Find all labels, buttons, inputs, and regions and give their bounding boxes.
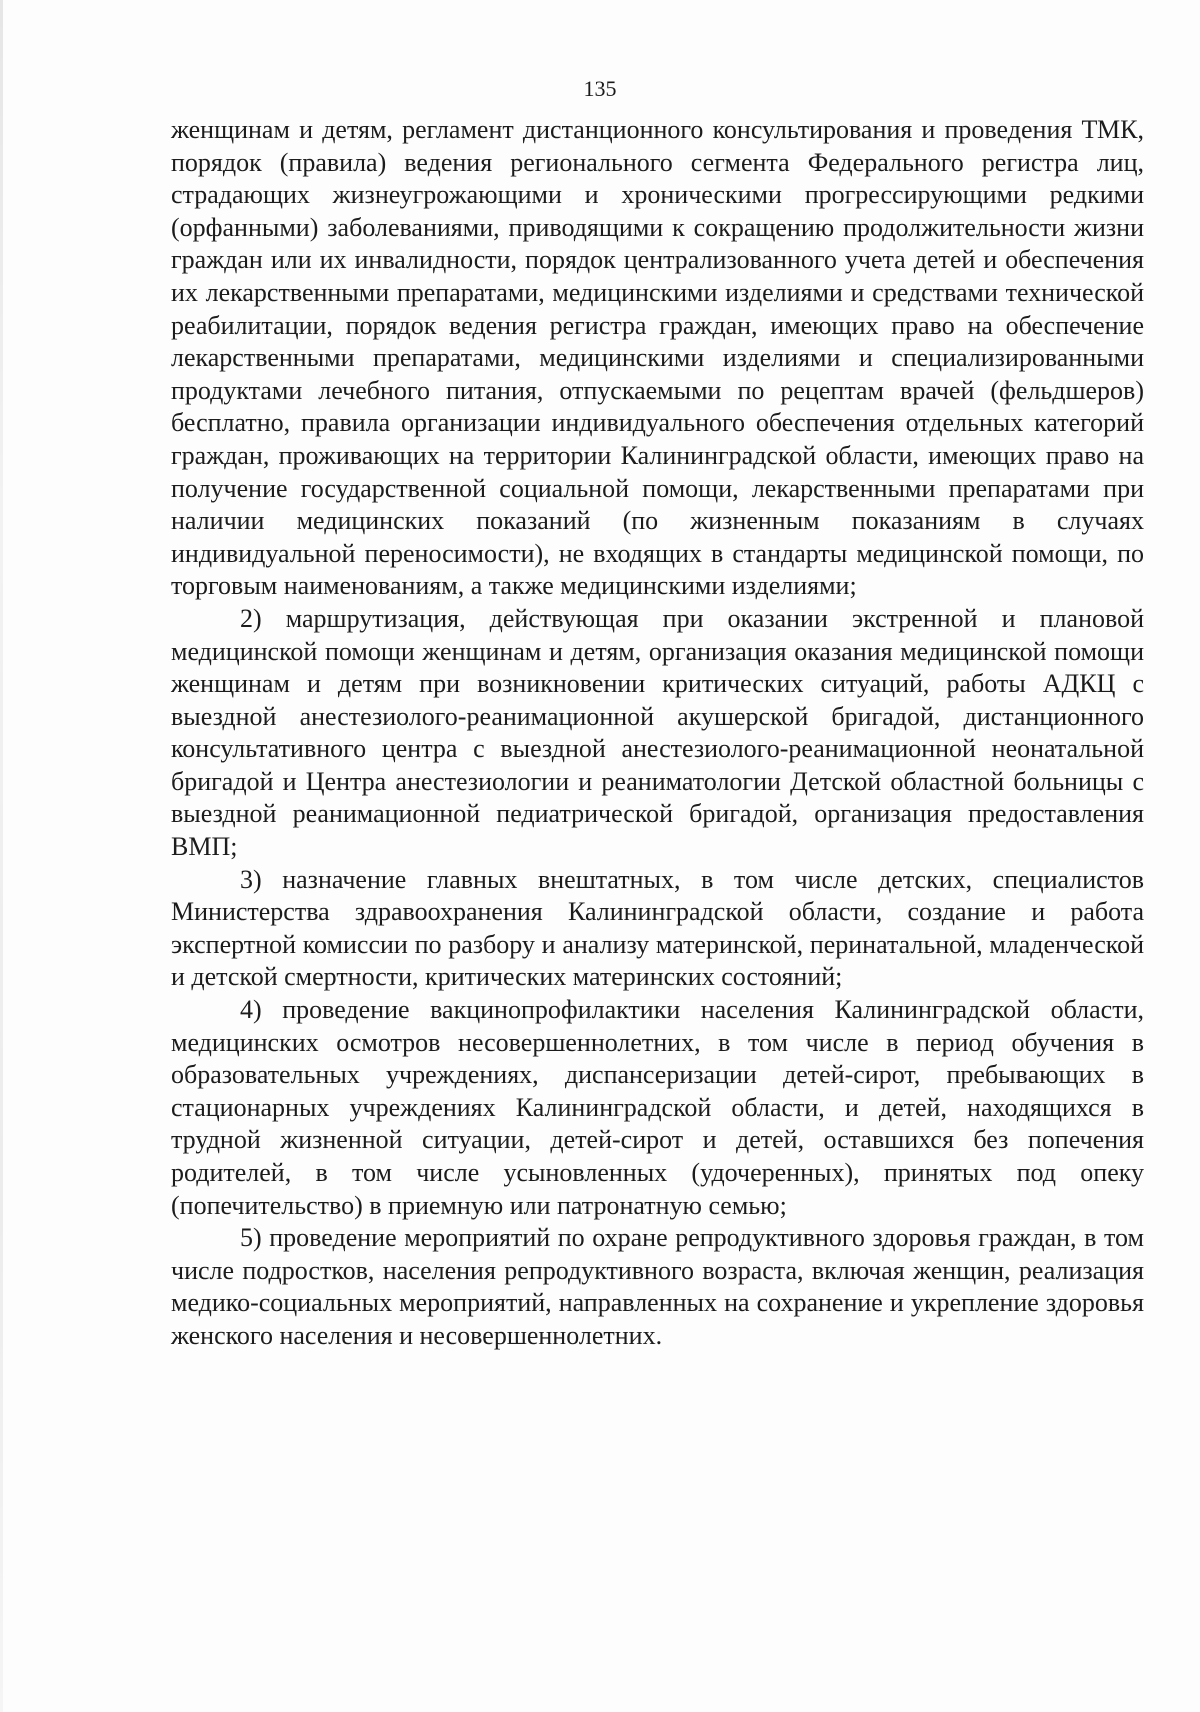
- paragraph-1: женщинам и детям, регламент дистанционного консультирования и проведения ТМК, порядок (правила) ведения регионального сегмента Федерального регистра лиц, страдающих жизнеугрожающими и хроническими прогрессирующими редкими (орфанными) заболеваниями, приводящими к сокращению продолжительности жизни граждан или их инвалидности, порядок централизованного учета детей и обеспечения их лекарственными препаратами, медицинскими изделиями и средствами технической реабилитации, порядок ведения регистра граждан, имеющих право на обеспечение лекарственными препаратами, медицинскими изделиями и специализированными продуктами лечебного питания, отпускаемыми по рецептам врачей (фельдшеров) бесплатно, правила организации индивидуального обеспечения отдельных категорий граждан, проживающих на территории Калининградской области, имеющих право на получение государственной социальной помощи, лекарственными препаратами при наличии медицинских показаний (по жизненным показаниям в случаях индивидуальной переносимости), не входящих в стандарты медицинской помощи, по торговым наименованиям, а также медицинскими изделиями;: [171, 115, 1144, 601]
- paragraph-3: 3) назначение главных внештатных, в том числе детских, специалистов Министерства здравоохранения Калининградской области, создание и работа экспертной комиссии по разбору и анализу материнской, перинатальной, младенческой и детской смертности, критических материнских состояний;: [171, 864, 1144, 992]
- scan-edge: [0, 0, 3, 1712]
- document-body: [171, 114, 1144, 1353]
- paragraph-2: 2) маршрутизация, действующая при оказании экстренной и плановой медицинской помощи женщинам и детям, организация оказания медицинской помощи женщинам и детям при возникновении критических ситуаций, работы АДКЦ с выездной анестезиолого-реанимационной акушерской бригадой, дистанционного консультативного центра с выездной анестезиолого-реанимационной неонатальной бригадой и Центра анестезиологии и реаниматологии Детской областной больницы с выездной реанимационной педиатрической бригадой, организация предоставления ВМП;: [171, 603, 1144, 862]
- page-number: 135: [583, 76, 617, 101]
- paragraph-5: 5) проведение мероприятий по охране репродуктивного здоровья граждан, в том числе подростков, населения репродуктивного возраста, включая женщин, реализация медико-социальных мероприятий, направленных на сохранение и укрепление здоровья женского населения и несовершеннолетних.: [171, 1223, 1144, 1350]
- paragraph-4: 4) проведение вакцинопрофилактики населения Калининградской области, медицинских осмотров несовершеннолетних, в том числе в период обучения в образовательных учреждениях, диспансеризации детей-сирот, пребывающих в стационарных учреждениях Калининградской области, и детей, находящихся в трудной жизненной ситуации, детей-сирот и детей, оставшихся без попечения родителей, в том числе усыновленных (удочеренных), принятых под опеку (попечительство) в приемную или патронатную семью;: [171, 995, 1144, 1220]
